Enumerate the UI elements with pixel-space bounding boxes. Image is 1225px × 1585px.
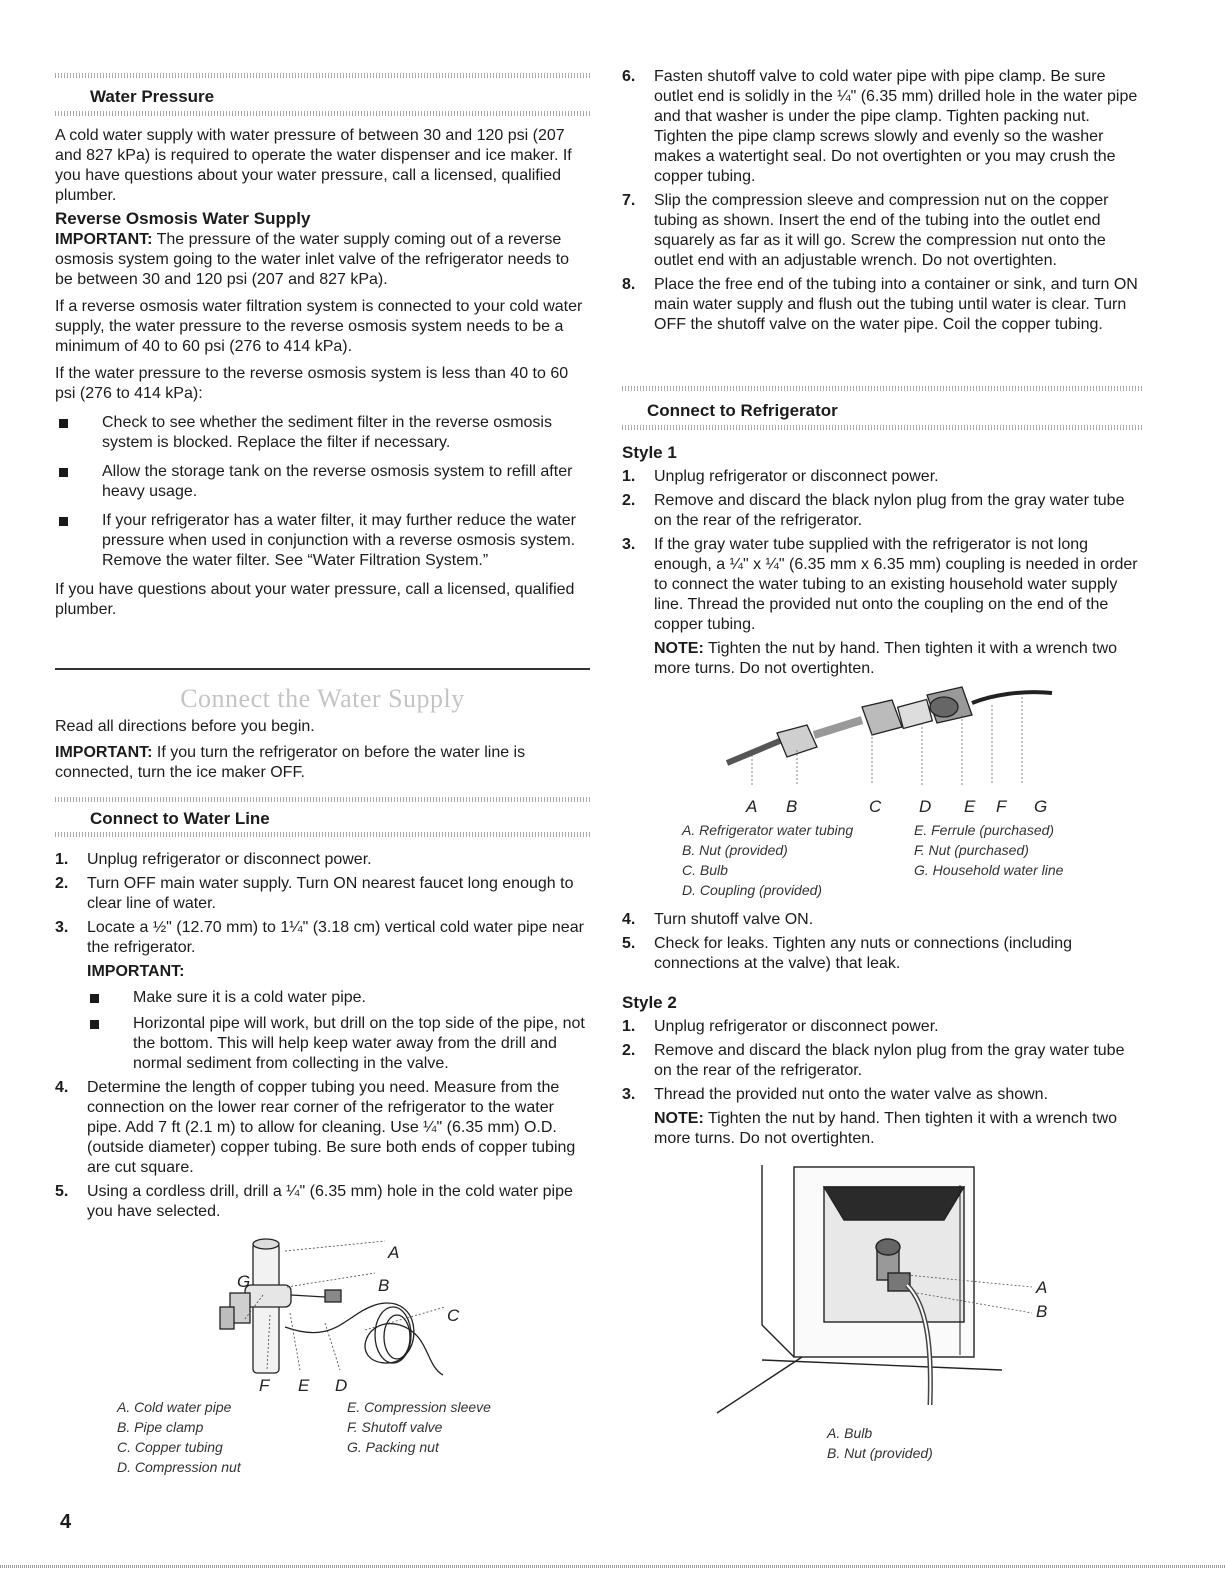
label-e: E [298, 1376, 310, 1395]
label-a: A [746, 797, 758, 816]
legend-item: B. Pipe clamp [117, 1419, 204, 1435]
label-d: D [335, 1376, 348, 1395]
bullet-icon [59, 419, 68, 428]
label-e: E [964, 797, 976, 816]
legend-item: B. Nut (provided) [827, 1445, 933, 1461]
label-g: G [1034, 797, 1048, 816]
step-item: 2. Remove and discard the black nylon plug from the gray water tube on the rear of the refrigerator. [622, 1042, 1125, 1079]
step-item: 1. Unplug refrigerator or disconnect power. [622, 1018, 939, 1035]
legend-item: F. Nut (purchased) [914, 842, 1029, 858]
label-c: C [869, 797, 882, 816]
label-b: B [1036, 1302, 1048, 1321]
divider [55, 832, 590, 837]
legend-item: C. Copper tubing [117, 1439, 223, 1455]
divider [622, 386, 1142, 391]
step-item: 4. Determine the length of copper tubing you need. Measure from the connection on the lower rear corner of the refrigerator to the water pipe. Add 7 ft (2.1 m) to allow for cleaning. Use ¼" (6.35 mm) O.D. (outside diameter) copper tubing. Be sure both ends of copper tubing are cut square. [55, 1079, 576, 1176]
page-number: 4 [60, 1511, 72, 1533]
style1-note: NOTE: Tighten the nut by hand. Then tighten it with a wrench two more turns. Do not overtighten. [654, 640, 1118, 677]
section-rule [55, 668, 590, 670]
coupling-figure-labels [746, 797, 1046, 817]
step-item: 6. Fasten shutoff valve to cold water pipe with pipe clamp. Be sure outlet end is solidly in the ¼" (6.35 mm) drilled hole in the water pipe and that washer is under the pipe clamp. Tighten packing nut. Tighten the pipe clamp screws slowly and evenly so the washer makes a watertight seal. Do not overtighten or you may crush the copper tubing. [622, 68, 1138, 185]
figure-legend [117, 1397, 577, 1477]
read-directions: Read all directions before you begin. [55, 718, 315, 735]
legend-item: A. Cold water pipe [117, 1399, 232, 1415]
list-item: If your refrigerator has a water filter, it may further reduce the water pressure when used in conjunction with a reverse osmosis system. Remove the water filter. See “Water Filtration System.” [55, 511, 590, 571]
bullet-icon [90, 1020, 99, 1029]
style2-heading: Style 2 [622, 993, 677, 1012]
connect-water-supply-title: Connect the Water Supply [180, 684, 465, 713]
ro-paragraph-4: If you have questions about your water pressure, call a licensed, qualified plumber. [55, 581, 575, 618]
list-item: Horizontal pipe will work, but drill on the top side of the pipe, not the bottom. This will help keep water away from the drill and normal sediment from collecting in the valve. [55, 1014, 590, 1074]
style1-heading: Style 1 [622, 443, 677, 462]
label-f: F [996, 797, 1007, 816]
step-item: 4. Turn shutoff valve ON. [622, 911, 814, 928]
legend-item: G. Packing nut [347, 1439, 439, 1455]
step-item: 3. If the gray water tube supplied with the refrigerator is not long enough, a ¼" x ¼" (6.35 mm x 6.35 mm) coupling is needed in order to connect the water tubing to an existing household water supply line. Thread the provided nut onto the coupling on the end of the copper tubing. [622, 536, 1138, 633]
legend-item: C. Bulb [682, 862, 728, 878]
ro-important-paragraph: IMPORTANT: The pressure of the water supply coming out of a reverse osmosis system going to the water inlet valve of the refrigerator needs to be between 30 and 120 psi (207 and 827 kPa). [55, 231, 570, 288]
shutoff-valve-figure [175, 1235, 475, 1395]
bullet-icon [90, 994, 99, 1003]
label-g: G [237, 1272, 251, 1291]
water-valve-figure [712, 1165, 1072, 1420]
legend-item: G. Household water line [914, 862, 1064, 878]
bullet-icon [59, 517, 68, 526]
legend-item: E. Ferrule (purchased) [914, 822, 1055, 838]
water-valve-legend [827, 1423, 1027, 1463]
list-item: Check to see whether the sediment filter in the reverse osmosis system is blocked. Replace the filter if necessary. [55, 413, 590, 453]
coupling-legend [682, 820, 1142, 900]
legend-item: D. Compression nut [117, 1459, 241, 1475]
step-item: 1. Unplug refrigerator or disconnect power. [622, 468, 939, 485]
step-item: 5. Check for leaks. Tighten any nuts or connections (including connections at the valve) that leak. [622, 935, 1073, 972]
label-f: F [259, 1376, 270, 1395]
step-item: 1. Unplug refrigerator or disconnect power. [55, 851, 372, 868]
legend-item: B. Nut (provided) [682, 842, 788, 858]
connect-refrigerator-heading: Connect to Refrigerator [647, 401, 838, 420]
label-a: A [388, 1243, 400, 1262]
divider [622, 425, 1142, 430]
water-pressure-heading: Water Pressure [90, 87, 215, 106]
step-item: 8. Place the free end of the tubing into a container or sink, and turn ON main water supply and flush out the tubing until water is clear. Turn OFF the shutoff valve on the water pipe. Coil the copper tubing. [622, 276, 1138, 333]
connect-water-line-heading: Connect to Water Line [90, 809, 270, 828]
list-item: Allow the storage tank on the reverse osmosis system to refill after heavy usage. [55, 462, 590, 502]
step-item: 2. Remove and discard the black nylon plug from the gray water tube on the rear of the refrigerator. [622, 492, 1125, 529]
divider [55, 111, 590, 116]
label-c: C [447, 1306, 460, 1325]
step-item: 2. Turn OFF main water supply. Turn ON nearest faucet long enough to clear line of water. [55, 875, 574, 912]
list-item: Make sure it is a cold water pipe. [55, 988, 590, 1008]
supply-important: IMPORTANT: If you turn the refrigerator on before the water line is connected, turn the ice maker OFF. [55, 744, 526, 781]
important-label: IMPORTANT: [87, 963, 185, 980]
reverse-osmosis-heading: Reverse Osmosis Water Supply [55, 209, 311, 228]
step-item: 7. Slip the compression sleeve and compression nut on the copper tubing as shown. Insert the end of the tubing into the outlet end squarely as far as it will go. Screw the compression nut onto the outlet end with an adjustable wrench. Do not overtighten. [622, 192, 1109, 269]
style2-note: NOTE: Tighten the nut by hand. Then tighten it with a wrench two more turns. Do not overtighten. [654, 1110, 1118, 1147]
coupling-figure [722, 685, 1062, 810]
label-d: D [919, 797, 932, 816]
step-item: 3. Thread the provided nut onto the water valve as shown. [622, 1086, 1049, 1103]
label-b: B [786, 797, 798, 816]
step-item: 3. Locate a ½" (12.70 mm) to 1¼" (3.18 cm) vertical cold water pipe near the refrigerator. [55, 919, 584, 956]
legend-item: A. Bulb [827, 1425, 873, 1441]
label-a: A [1036, 1278, 1048, 1297]
ro-paragraph-2: If a reverse osmosis water filtration system is connected to your cold water supply, the water pressure to the reverse osmosis system needs to be a minimum of 40 to 60 psi (276 to 414 kPa). [55, 298, 583, 355]
bullet-icon [59, 468, 68, 477]
legend-item: E. Compression sleeve [347, 1399, 491, 1415]
ro-paragraph-3: If the water pressure to the reverse osmosis system is less than 40 to 60 psi (276 to 414 kPa): [55, 365, 569, 402]
divider [55, 73, 590, 78]
label-b: B [378, 1276, 390, 1295]
legend-item: A. Refrigerator water tubing [682, 822, 854, 838]
step-item: 5. Using a cordless drill, drill a ¼" (6.35 mm) hole in the cold water pipe you have selected. [55, 1183, 573, 1220]
bottom-rule [0, 1565, 1225, 1568]
legend-item: D. Coupling (provided) [682, 882, 823, 898]
water-pressure-paragraph: A cold water supply with water pressure of between 30 and 120 psi (207 and 827 kPa) is required to operate the water dispenser and ice maker. If you have questions about your water pressure, call a licensed, qualified plumber. [55, 127, 572, 204]
legend-item: F. Shutoff valve [347, 1419, 443, 1435]
divider [55, 797, 590, 802]
